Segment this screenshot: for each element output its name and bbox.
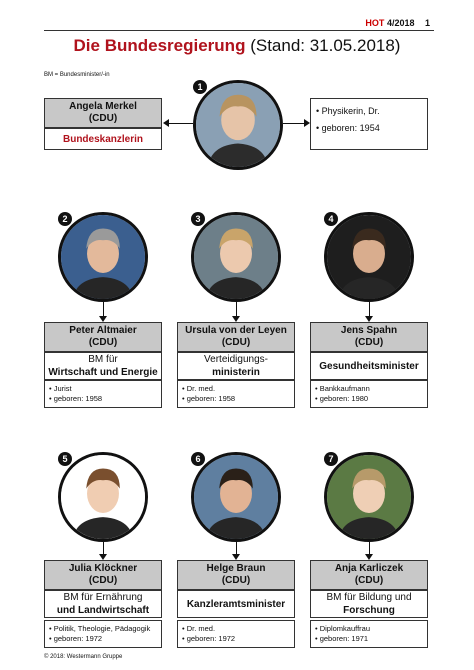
minister-name-box	[177, 560, 295, 590]
minister-facts	[310, 620, 428, 648]
minister-role-box	[310, 590, 428, 618]
minister-fact: • Diplomkauffrau	[315, 624, 371, 633]
minister-name: Jens Spahn	[340, 325, 398, 336]
minister-party: (CDU)	[221, 337, 251, 348]
portrait-silhouette-icon	[327, 215, 411, 299]
minister-role-line2: Kanzleramtsminister	[186, 598, 286, 610]
minister-fact: • geboren: 1972	[182, 634, 236, 643]
minister-fact: • Dr. med.	[182, 384, 216, 393]
minister-party: (CDU)	[354, 575, 384, 586]
chancellor-portrait	[193, 80, 283, 170]
minister-portrait	[58, 212, 148, 302]
chancellor-facts	[310, 98, 428, 150]
minister-fact: • Bankkaufmann	[315, 384, 370, 393]
minister-facts	[177, 620, 295, 648]
minister-badge: 7	[324, 452, 338, 466]
connector-down	[369, 302, 370, 316]
header-rule	[44, 30, 434, 31]
minister-name: Julia Klöckner	[68, 563, 138, 574]
minister-badge: 2	[58, 212, 72, 226]
minister-fact: • geboren: 1972	[49, 634, 103, 643]
minister-name: Ursula von der Leyen	[185, 325, 287, 336]
copyright-footer: © 2018: Westermann Gruppe	[44, 654, 123, 660]
minister-role-line2: ministerin	[212, 367, 260, 378]
minister-role-box	[44, 352, 162, 380]
minister-portrait	[191, 452, 281, 542]
minister-facts	[310, 380, 428, 408]
chancellor-fact: • geboren: 1954	[316, 123, 380, 133]
minister-name-box	[177, 322, 295, 352]
minister-portrait	[324, 452, 414, 542]
minister-portrait	[324, 212, 414, 302]
minister-fact: • Jurist	[49, 384, 72, 393]
minister-name-box	[310, 322, 428, 352]
minister-fact: • Politik, Theologie, Pädagogik	[49, 624, 151, 633]
minister-role-line2: und Landwirtschaft	[56, 605, 150, 616]
minister-role-line1: BM für Bildung und	[326, 592, 412, 603]
connector-down	[103, 302, 104, 316]
connector-down	[103, 542, 104, 554]
minister-party: (CDU)	[354, 337, 384, 348]
chancellor-name: Angela Merkel	[69, 101, 137, 112]
minister-role-line2: Forschung	[343, 605, 395, 616]
minister-fact: • geboren: 1958	[49, 394, 103, 403]
minister-role-line1: BM für Ernährung	[63, 592, 143, 603]
minister-fact: • geboren: 1971	[315, 634, 369, 643]
minister-role-box	[310, 352, 428, 380]
minister-fact: • geboren: 1958	[182, 394, 236, 403]
minister-role-box	[177, 590, 295, 618]
arrow-left-icon	[163, 119, 169, 127]
portrait-silhouette-icon	[61, 215, 145, 299]
minister-fact: • Dr. med.	[182, 624, 216, 633]
connector-left	[168, 123, 193, 124]
minister-badge: 3	[191, 212, 205, 226]
portrait-silhouette-icon	[194, 215, 278, 299]
minister-name: Helge Braun	[206, 563, 266, 574]
minister-role-line1: BM für	[88, 354, 118, 365]
title-main: Die Bundesregierung	[73, 36, 246, 55]
minister-party: (CDU)	[221, 575, 251, 586]
brand-logo: HOT	[365, 18, 385, 28]
chancellor-party: (CDU)	[88, 113, 118, 124]
minister-badge: 5	[58, 452, 72, 466]
minister-name: Peter Altmaier	[69, 325, 137, 336]
minister-party: (CDU)	[88, 575, 118, 586]
connector-down	[369, 542, 370, 554]
chancellor-role-box	[44, 128, 162, 150]
chancellor-name-box	[44, 98, 162, 128]
badge-1: 1	[193, 80, 207, 94]
minister-name-box	[310, 560, 428, 590]
minister-role-line2: Gesundheitsminister	[319, 360, 419, 372]
page-number: 1	[424, 18, 430, 28]
minister-name: Anja Karliczek	[334, 563, 404, 574]
minister-role-box	[44, 590, 162, 618]
abbreviation-note: BM = Bundesminister/-in	[44, 72, 110, 78]
portrait-silhouette-icon	[196, 83, 280, 167]
issue-header	[365, 18, 430, 28]
issue-number: 4/2018	[386, 18, 415, 28]
connector-down	[236, 542, 237, 554]
portrait-silhouette-icon	[327, 455, 411, 539]
minister-role-box	[177, 352, 295, 380]
minister-portrait	[191, 212, 281, 302]
portrait-silhouette-icon	[194, 455, 278, 539]
connector-right	[283, 123, 305, 124]
title-date: (Stand: 31.05.2018)	[250, 36, 401, 55]
minister-role-line1: Verteidigungs-	[204, 354, 268, 365]
minister-facts	[177, 380, 295, 408]
minister-facts	[44, 620, 162, 648]
chancellor-fact: • Physikerin, Dr.	[316, 106, 380, 116]
minister-fact: • geboren: 1980	[315, 394, 369, 403]
minister-party: (CDU)	[88, 337, 118, 348]
minister-role-line2: Wirtschaft und Energie	[48, 367, 158, 378]
minister-name-box	[44, 560, 162, 590]
minister-portrait	[58, 452, 148, 542]
minister-badge: 4	[324, 212, 338, 226]
chancellor-role: Bundeskanzlerin	[62, 133, 144, 145]
portrait-silhouette-icon	[61, 455, 145, 539]
minister-name-box	[44, 322, 162, 352]
minister-facts	[44, 380, 162, 408]
page-title	[0, 36, 474, 56]
minister-badge: 6	[191, 452, 205, 466]
connector-down	[236, 302, 237, 316]
